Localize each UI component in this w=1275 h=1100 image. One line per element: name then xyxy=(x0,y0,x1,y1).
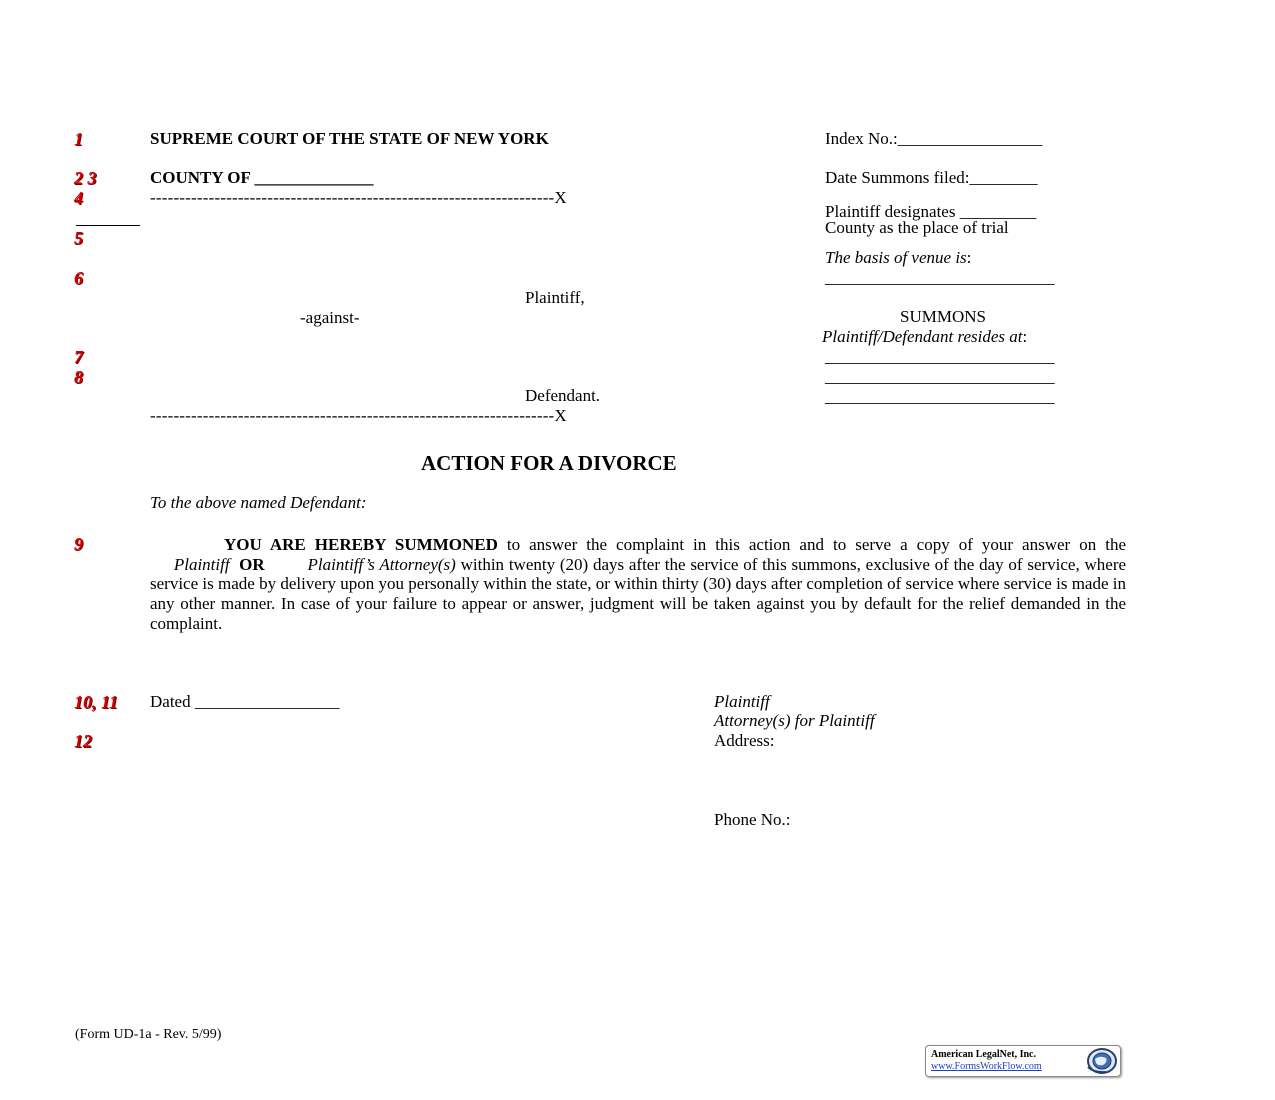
line-number-5: 5 xyxy=(74,228,83,248)
brand-name: American LegalNet, Inc. xyxy=(931,1049,1036,1060)
county-blank: ______________ xyxy=(254,168,374,187)
line-number-7: 7 xyxy=(74,347,83,367)
basis-of-venue-label: The basis of venue is xyxy=(825,248,967,267)
designates-label: Plaintiff designates xyxy=(825,202,956,221)
resides-blank-2: ___________________________ xyxy=(825,367,1055,386)
resides-at-colon: : xyxy=(1022,327,1028,346)
summons-title: SUMMONS xyxy=(900,307,986,326)
index-number-label: Index No.: xyxy=(825,129,898,148)
basis-of-venue-colon: : xyxy=(966,248,972,267)
caption-separator-top: ---------------------------------------------------------------------X xyxy=(150,188,567,207)
county-place-of-trial: County as the place of trial xyxy=(825,218,1009,237)
or-label: OR xyxy=(239,554,265,574)
document-title: ACTION FOR A DIVORCE xyxy=(421,451,677,475)
paragraph-text-1: to answer the complaint in this action and to serve a copy of your answer on the xyxy=(497,535,1126,554)
resides-blank-3: ___________________________ xyxy=(825,387,1055,406)
line-number-12: 12 xyxy=(74,731,92,751)
line-number-6: 6 xyxy=(74,268,83,288)
dated-label: Dated xyxy=(150,692,191,711)
address-label: Address: xyxy=(714,731,775,750)
basis-of-venue xyxy=(825,248,971,268)
salutation: To the above named Defendant: xyxy=(150,493,367,512)
brand-url-link[interactable]: www.FormsWorkFlow.com xyxy=(931,1061,1042,1072)
line-number-8: 8 xyxy=(74,367,83,387)
basis-of-venue-blank: ___________________________ xyxy=(825,268,1055,287)
globe-icon xyxy=(1084,1047,1118,1075)
summoned-phrase: YOU ARE HEREBY SUMMONED xyxy=(224,535,498,554)
plaintiff-option: Plaintiff xyxy=(173,554,230,574)
index-number-blank: _________________ xyxy=(897,129,1043,148)
resides-blank-1: ___________________________ xyxy=(825,347,1055,366)
line-number-4: 4 xyxy=(74,188,83,208)
county-line xyxy=(150,168,374,188)
american-legalnet-logo[interactable] xyxy=(925,1045,1121,1077)
dated-blank: _________________ xyxy=(194,692,340,711)
phone-label: Phone No.: xyxy=(714,810,791,829)
form-identifier: (Form UD-1a - Rev. 5/99) xyxy=(75,1027,222,1042)
line-number-9: 9 xyxy=(74,534,83,554)
plaintiff-label: Plaintiff, xyxy=(525,288,585,307)
date-filed-blank: ________ xyxy=(969,168,1038,187)
dated-field xyxy=(150,692,339,712)
resides-at-label: Plaintiff/Defendant resides at xyxy=(822,327,1023,346)
resides-at xyxy=(822,327,1027,347)
date-filed-field xyxy=(825,168,1037,188)
attorney-option: Plaintiff’s Attorney(s) xyxy=(307,554,456,574)
signature-plaintiff: Plaintiff xyxy=(714,692,770,711)
line-number-2-3: 2 3 xyxy=(74,168,97,188)
index-number-field xyxy=(825,129,1042,149)
paragraph-text-2: within twenty (20) days after the service of this summons, exclusive of the day of service, where service is made by delivery upon you personally within the state, or within thirty (30) days after completion of service where service is made in any other manner. In case of your failure to appear or answer, judgment will be taken against you by default for the relief demanded in the complaint. xyxy=(150,554,1127,633)
defendant-label: Defendant. xyxy=(525,386,601,405)
summons-paragraph xyxy=(150,535,1126,634)
signature-attorney: Attorney(s) for Plaintiff xyxy=(714,711,875,730)
blank-line-4 xyxy=(76,225,140,226)
line-number-10-11: 10, 11 xyxy=(74,692,119,712)
against-label: -against- xyxy=(300,308,360,327)
date-filed-label: Date Summons filed: xyxy=(825,168,970,187)
caption-separator-bottom: ---------------------------------------------------------------------X xyxy=(150,406,567,425)
designates-blank: _________ xyxy=(959,202,1037,221)
line-number-1: 1 xyxy=(74,129,83,149)
county-label: COUNTY OF xyxy=(150,168,251,187)
court-name: SUPREME COURT OF THE STATE OF NEW YORK xyxy=(150,129,549,148)
